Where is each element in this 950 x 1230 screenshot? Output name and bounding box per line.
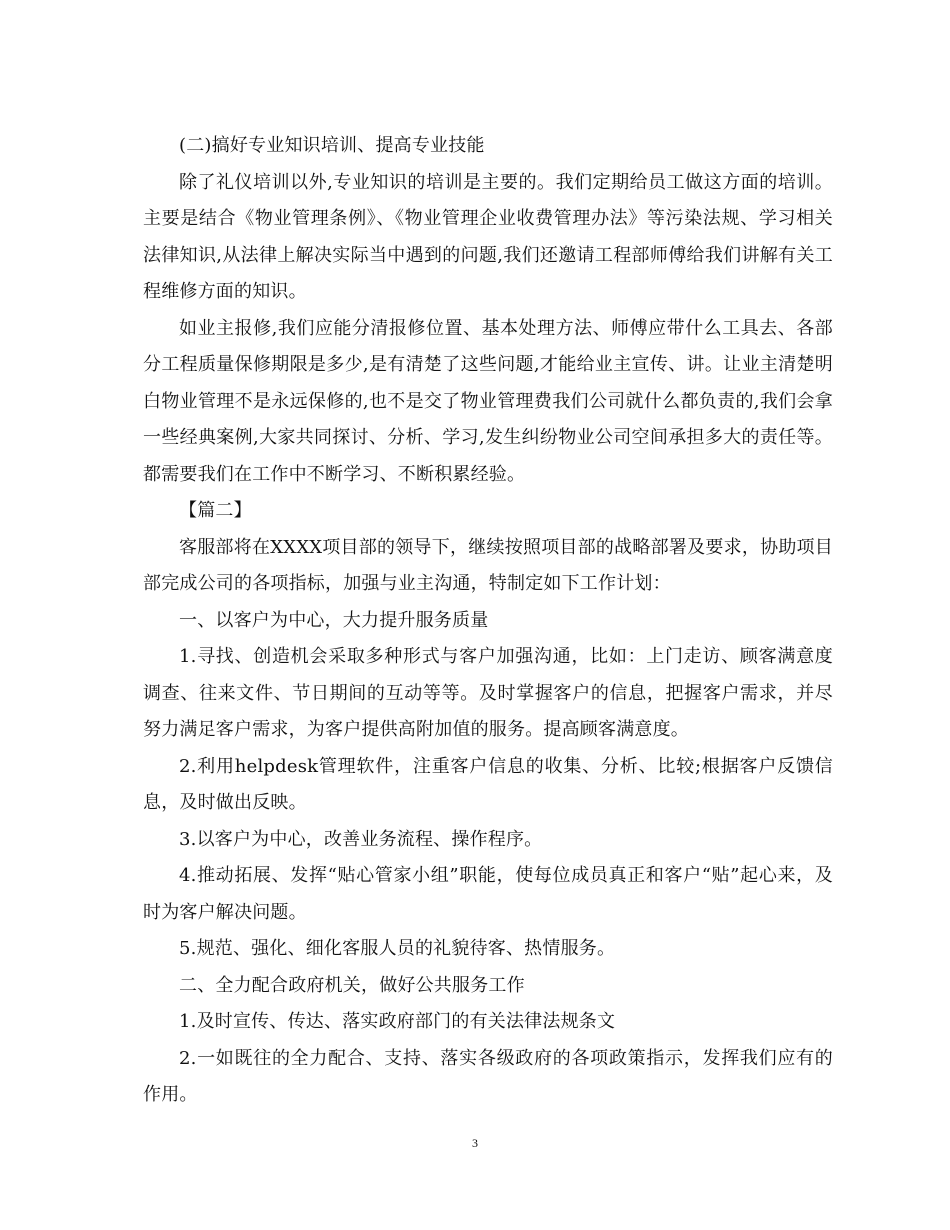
list-item: 2.一如既往的全力配合、支持、落实各级政府的各项政策指示，发挥我们应有的作用。 bbox=[143, 1047, 833, 1105]
list-item: 4.推动拓展、发挥“贴心管家小组”职能，使每位成员真正和客户“贴”起心来，及时为客户解决问题。 bbox=[143, 865, 833, 923]
body-paragraph: 客服部将在XXXX项目部的领导下，继续按照项目部的战略部署及要求，协助项目部完成公司的各项指标，加强与业主沟通，特制定如下工作计划： bbox=[143, 536, 833, 594]
part-heading: 【篇二】 bbox=[179, 500, 252, 521]
page-number: 3 bbox=[472, 1136, 478, 1150]
document-body bbox=[143, 128, 833, 1114]
list-item: 1.寻找、创造机会采取多种形式与客户加强沟通，比如：上门走访、顾客满意度调查、往来文件、节日期间的互动等等。及时掌握客户的信息，把握客户需求，并尽努力满足客户需求，为客户提供高附加值的服务。提高顾客满意度。 bbox=[143, 646, 833, 740]
body-paragraph: 如业主报修,我们应能分清报修位置、基本处理方法、师傅应带什么工具去、各部分工程质量保修期限是多少,是有清楚了这些问题,才能给业主宣传、讲。让业主清楚明白物业管理不是永远保修的,也不是交了物业管理费我们公司就什么都负责的,我们会拿一些经典案例,大家共同探讨、分析、学习,发生纠纷物业公司空间承担多大的责任等。都需要我们在工作中不断学习、不断积累经验。 bbox=[143, 317, 833, 485]
section-heading: 二、全力配合政府机关，做好公共服务工作 bbox=[179, 974, 525, 996]
section-heading: 一、以客户为中心，大力提升服务质量 bbox=[179, 609, 489, 631]
list-item: 1.及时宣传、传达、落实政府部门的有关法律法规条文 bbox=[179, 1011, 616, 1032]
list-item: 2.利用helpdesk管理软件，注重客户信息的收集、分析、比较;根据客户反馈信息，及时做出反映。 bbox=[143, 755, 833, 813]
list-item: 3.以客户为中心，改善业务流程、操作程序。 bbox=[179, 828, 543, 850]
body-paragraph: 除了礼仪培训以外,专业知识的培训是主要的。我们定期给员工做这方面的培训。主要是结合《物业管理条例》、《物业管理企业收费管理办法》等污染法规、学习相关法律知识,从法律上解决实际当中遇到的问题,我们还邀请工程部师傅给我们讲解有关工程维修方面的知识。 bbox=[143, 171, 833, 302]
section-heading: (二)搞好专业知识培训、提高专业技能 bbox=[179, 135, 485, 156]
list-item: 5.规范、强化、细化客服人员的礼貌待客、热情服务。 bbox=[179, 938, 616, 959]
